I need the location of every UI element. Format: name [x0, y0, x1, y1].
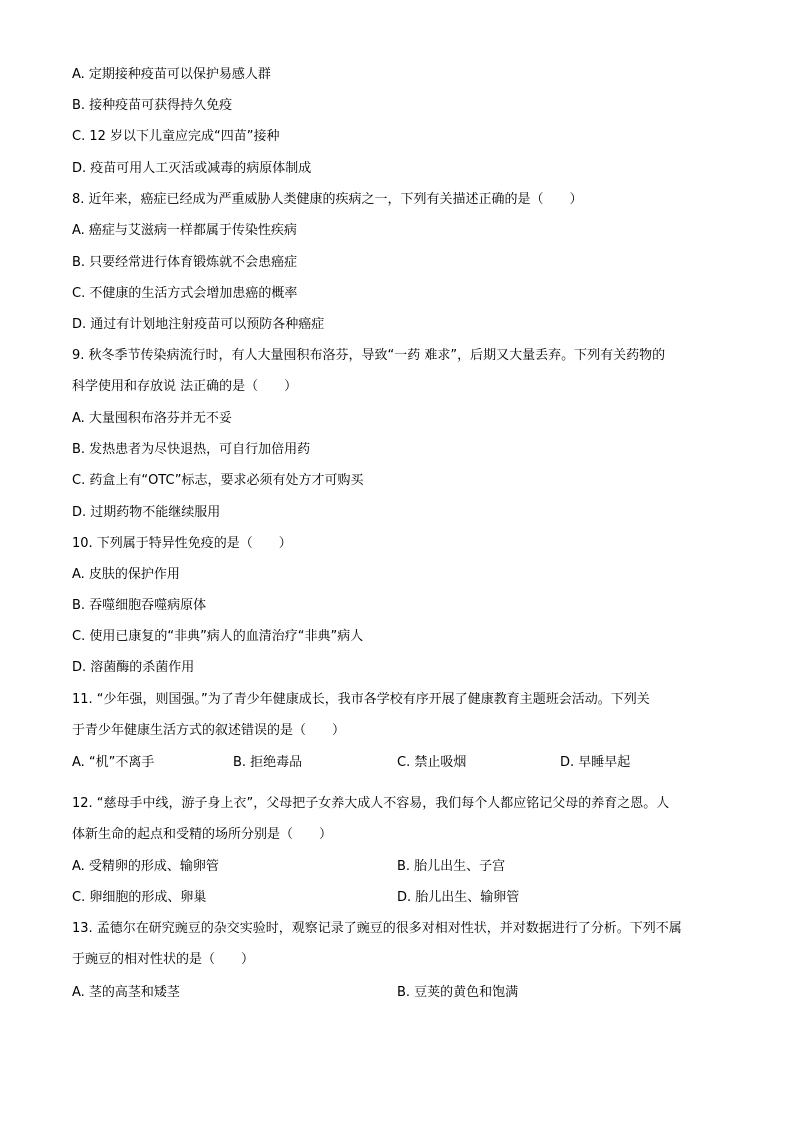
- q12-option-d: D. 胎儿出生、输卵管: [397, 890, 520, 905]
- q11-option-b: B. 拒绝毒品: [233, 755, 303, 770]
- q9-stem-line1: 9. 秋冬季节传染病流行时，有人大量囤积布洛芬，导致“一药 难求”，后期又大量丢弃。下列有关药物的: [72, 348, 666, 363]
- q12-option-b: B. 胎儿出生、子宫: [397, 859, 506, 874]
- q11-option-a: A. “机”不离手: [72, 755, 155, 770]
- q9-stem-line2: 科学使用和存放说 法正确的是（ ）: [72, 379, 298, 394]
- q7-option-a: A. 定期接种疫苗可以保护易感人群: [72, 67, 271, 82]
- q12-stem-line2: 体新生命的起点和受精的场所分别是（ ）: [72, 827, 333, 842]
- q13-option-a: A. 茎的高茎和矮茎: [72, 985, 180, 1000]
- q10-stem: 10. 下列属于特异性免疫的是（ ）: [72, 536, 292, 551]
- q10-option-c: C. 使用已康复的“非典”病人的血清治疗“非典”病人: [72, 629, 364, 644]
- q7-option-d: D. 疫苗可用人工灭活或减毒的病原体制成: [72, 161, 312, 176]
- q8-option-d: D. 通过有计划地注射疫苗可以预防各种癌症: [72, 317, 325, 332]
- q9-option-b: B. 发热患者为尽快退热，可自行加倍用药: [72, 442, 311, 457]
- q13-stem-line2: 于豌豆的相对性状的是（ ）: [72, 952, 255, 967]
- q7-option-b: B. 接种疫苗可获得持久免疫: [72, 98, 233, 113]
- q10-option-b: B. 吞噬细胞吞噬病原体: [72, 598, 207, 613]
- q13-option-b: B. 豆荚的黄色和饱满: [397, 985, 519, 1000]
- q8-option-a: A. 癌症与艾滋病一样都属于传染性疾病: [72, 223, 297, 238]
- q8-stem: 8. 近年来，癌症已经成为严重威胁人类健康的疾病之一，下列有关描述正确的是（ ）: [72, 192, 583, 207]
- q13-stem-line1: 13. 孟德尔在研究豌豆的杂交实验时，观察记录了豌豆的很多对相对性状，并对数据进行了分析。下列不属: [72, 921, 682, 936]
- q9-option-d: D. 过期药物不能继续服用: [72, 505, 221, 520]
- q12-stem-line1: 12. “慈母手中线，游子身上衣”，父母把子女养大成人不容易，我们每个人都应铭记父母的养育之恩。人: [72, 796, 670, 811]
- q10-option-a: A. 皮肤的保护作用: [72, 567, 180, 582]
- q8-option-b: B. 只要经常进行体育锻炼就不会患癌症: [72, 255, 298, 270]
- q12-option-a: A. 受精卵的形成、输卵管: [72, 859, 219, 874]
- q11-stem-line1: 11. “少年强，则国强。”为了青少年健康成长，我市各学校有序开展了健康教育主题班会活动。下列关: [72, 692, 650, 707]
- q9-option-c: C. 药盒上有“OTC”标志，要求必须有处方才可购买: [72, 473, 364, 488]
- q7-option-c: C. 12 岁以下儿童应完成“四苗”接种: [72, 129, 280, 144]
- q11-option-c: C. 禁止吸烟: [397, 755, 467, 770]
- q12-option-c: C. 卵细胞的形成、卵巢: [72, 890, 207, 905]
- q9-option-a: A. 大量囤积布洛芬并无不妥: [72, 411, 232, 426]
- q11-stem-line2: 于青少年健康生活方式的叙述错误的是（ ）: [72, 723, 346, 738]
- q8-option-c: C. 不健康的生活方式会增加患癌的概率: [72, 286, 298, 301]
- q10-option-d: D. 溶菌酶的杀菌作用: [72, 660, 195, 675]
- q11-option-d: D. 早睡早起: [560, 755, 631, 770]
